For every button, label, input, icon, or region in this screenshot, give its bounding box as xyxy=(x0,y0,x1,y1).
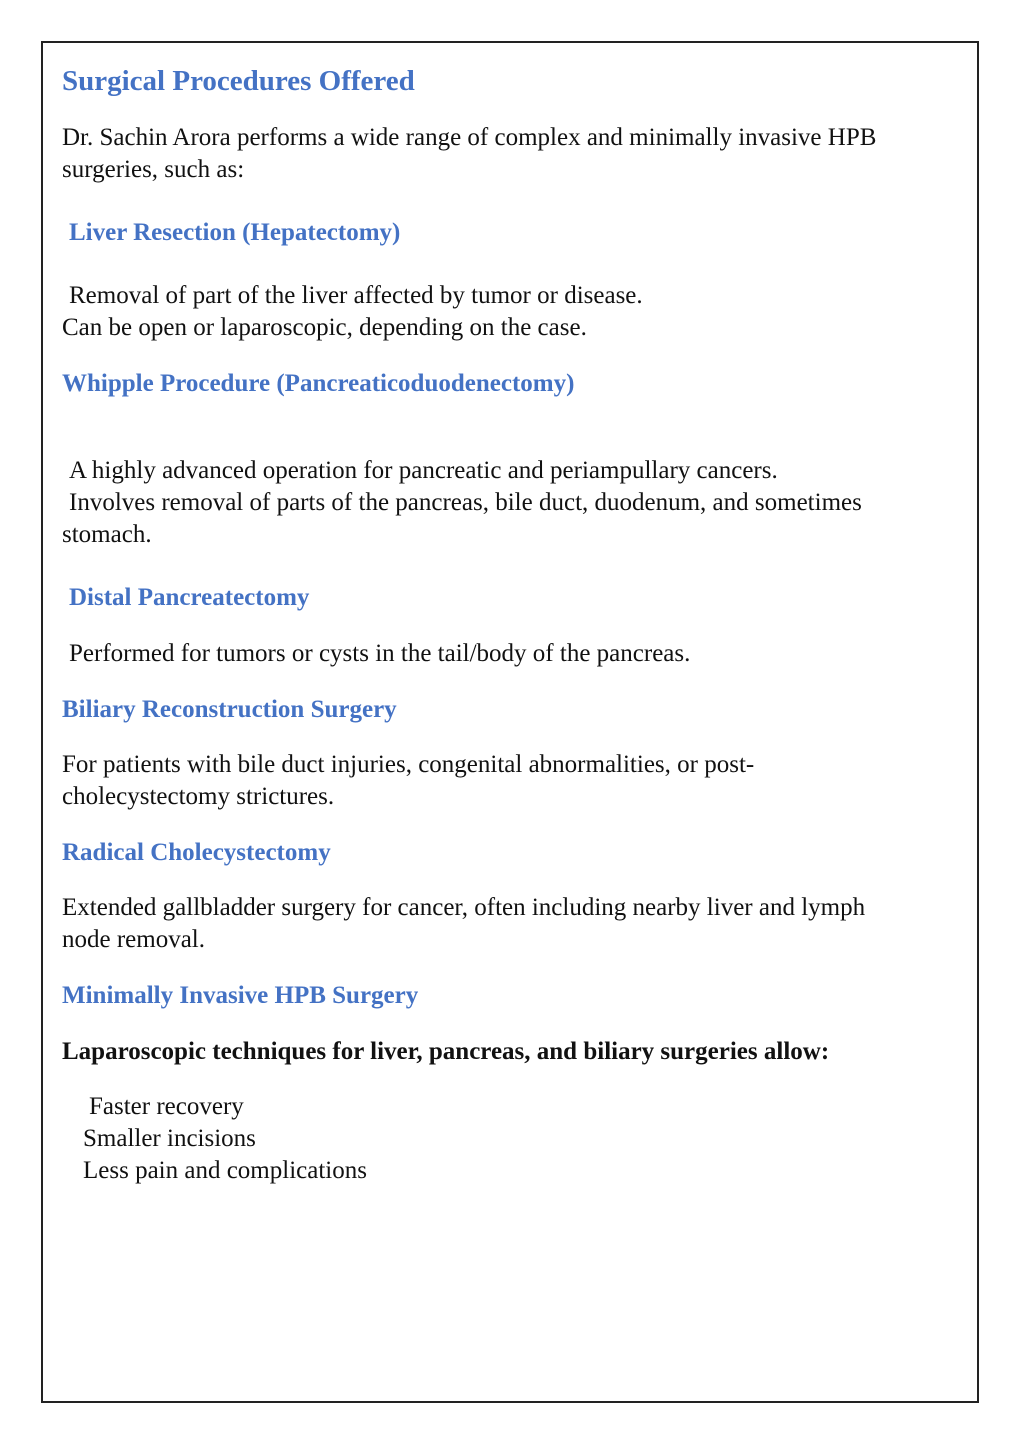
biliary-reconstruction-line-1: For patients with bile duct injuries, congenital abnormalities, or post- xyxy=(62,751,755,778)
heading-radical-cholecystectomy: Radical Cholecystectomy xyxy=(62,839,331,866)
intro-line-2: surgeries, such as: xyxy=(62,156,245,183)
radical-cholecystectomy-line-2: node removal. xyxy=(62,926,206,953)
liver-resection-line-1: Removal of part of the liver affected by tumor or disease. xyxy=(69,282,643,309)
benefit-item: Faster recovery xyxy=(89,1093,244,1120)
biliary-reconstruction-line-2: cholecystectomy strictures. xyxy=(62,783,335,810)
distal-pancreatectomy-line-1: Performed for tumors or cysts in the tail/body of the pancreas. xyxy=(69,640,691,667)
heading-liver-resection: Liver Resection (Hepatectomy) xyxy=(69,219,401,246)
whipple-line-1: A highly advanced operation for pancreatic and periampullary cancers. xyxy=(69,457,778,484)
heading-biliary-reconstruction: Biliary Reconstruction Surgery xyxy=(62,696,397,723)
liver-resection-line-2: Can be open or laparoscopic, depending on the case. xyxy=(62,314,587,341)
whipple-line-3: stomach. xyxy=(62,521,152,548)
heading-distal-pancreatectomy: Distal Pancreatectomy xyxy=(69,584,310,611)
heading-minimally-invasive: Minimally Invasive HPB Surgery xyxy=(62,982,419,1009)
benefit-item: Less pain and complications xyxy=(83,1157,367,1184)
page-title: Surgical Procedures Offered xyxy=(62,65,415,97)
radical-cholecystectomy-line-1: Extended gallbladder surgery for cancer, often including nearby liver and lymph xyxy=(62,894,866,921)
minimally-invasive-subheading: Laparoscopic techniques for liver, pancreas, and biliary surgeries allow: xyxy=(62,1038,830,1065)
whipple-line-2: Involves removal of parts of the pancreas, bile duct, duodenum, and sometimes xyxy=(69,489,862,516)
intro-line-1: Dr. Sachin Arora performs a wide range of complex and minimally invasive HPB xyxy=(62,124,877,151)
heading-whipple: Whipple Procedure (Pancreaticoduodenectomy) xyxy=(62,370,575,397)
benefit-item: Smaller incisions xyxy=(83,1125,256,1152)
